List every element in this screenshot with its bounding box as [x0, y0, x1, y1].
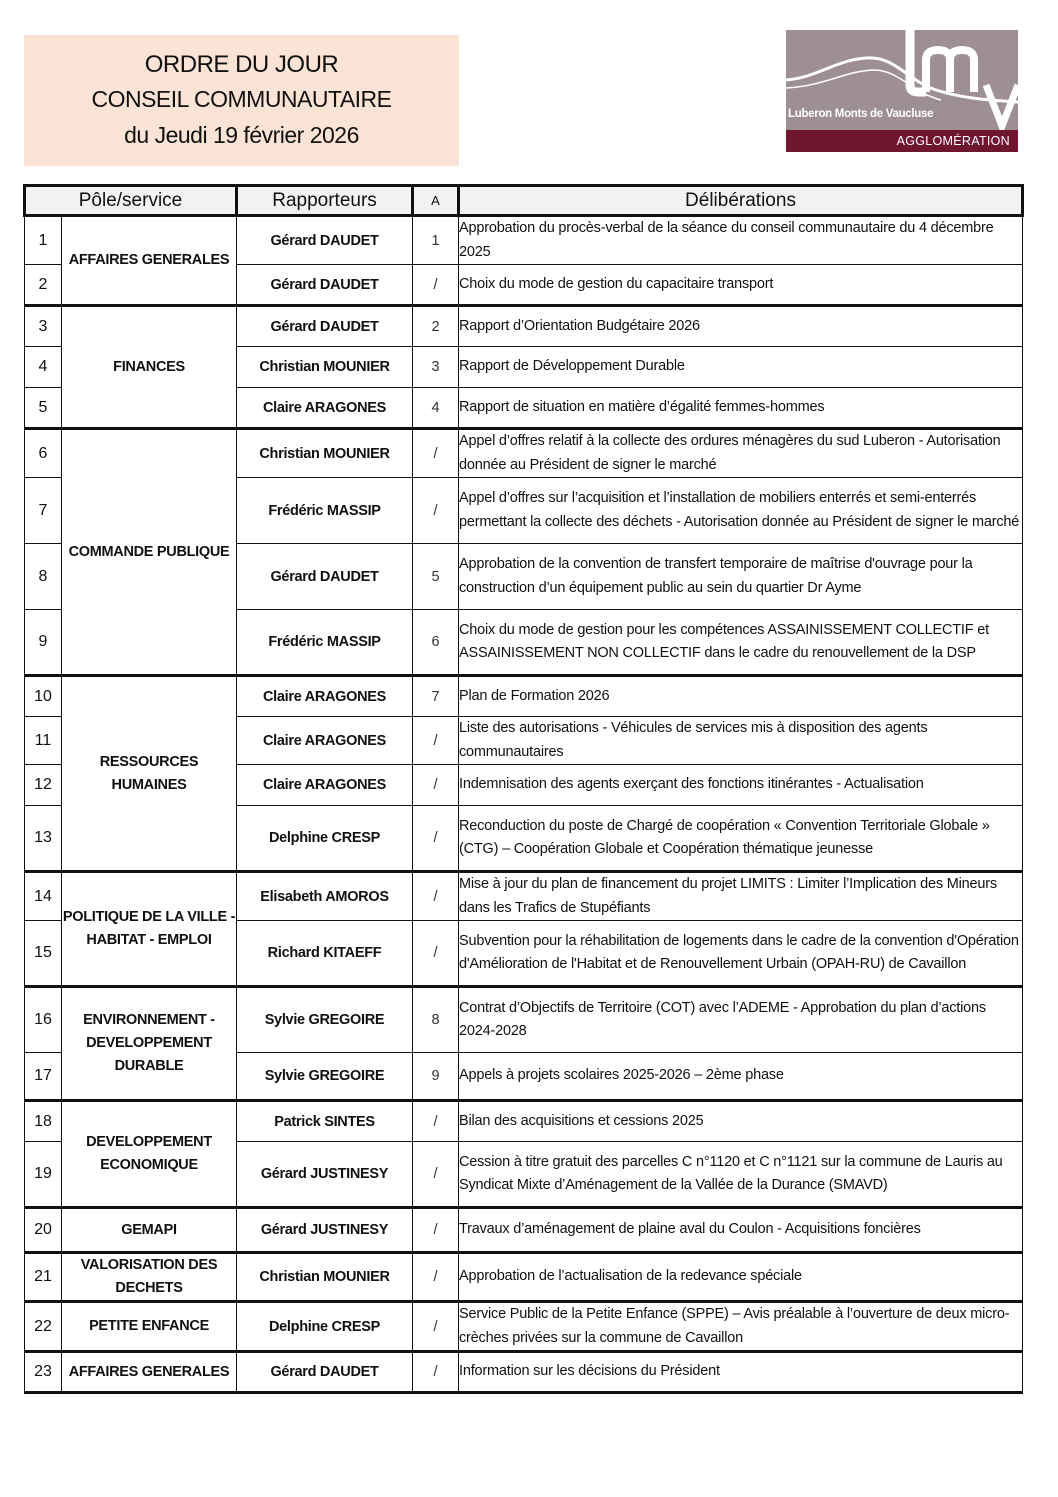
- pole-service: VALORISATION DES DECHETS: [62, 1253, 237, 1302]
- pole-service: AFFAIRES GENERALES: [62, 1352, 237, 1393]
- pole-service: RESSOURCES HUMAINES: [62, 676, 237, 872]
- rapporteur: Christian MOUNIER: [237, 429, 413, 478]
- item-number: 20: [25, 1208, 62, 1253]
- annex-number: /: [413, 429, 459, 478]
- deliberation: Approbation du procès-verbal de la séance du conseil communautaire du 4 décembre 2025: [459, 216, 1023, 265]
- deliberation: Plan de Formation 2026: [459, 676, 1023, 717]
- rapporteur: Claire ARAGONES: [237, 765, 413, 806]
- pole-service: FINANCES: [62, 306, 237, 429]
- annex-number: /: [413, 717, 459, 765]
- rapporteur: Gérard DAUDET: [237, 306, 413, 347]
- table-row: [25, 306, 1023, 347]
- deliberation: Rapport de situation en matière d’égalité femmes-hommes: [459, 388, 1023, 429]
- annex-number: /: [413, 478, 459, 544]
- item-number: 10: [25, 676, 62, 717]
- deliberation: Service Public de la Petite Enfance (SPPE) – Avis préalable à l’ouverture de deux micro-crèches privées sur la commune de Cavaillon: [459, 1302, 1023, 1352]
- logo-graphic: [786, 30, 1018, 130]
- pole-service: ENVIRONNEMENT - DEVELOPPEMENT DURABLE: [62, 987, 237, 1101]
- deliberation: Reconduction du poste de Chargé de coopération « Convention Territoriale Globale » (CTG) – Coopération Globale et Coopération thématique jeunesse: [459, 806, 1023, 872]
- deliberation: Rapport de Développement Durable: [459, 347, 1023, 388]
- annex-number: /: [413, 265, 459, 306]
- column-header-pole: Pôle/service: [25, 186, 237, 216]
- item-number: 5: [25, 388, 62, 429]
- deliberation: Appel d’offres relatif à la collecte des ordures ménagères du sud Luberon - Autorisation donnée au Président de signer le marché: [459, 429, 1023, 478]
- deliberation: Bilan des acquisitions et cessions 2025: [459, 1101, 1023, 1142]
- rapporteur: Patrick SINTES: [237, 1101, 413, 1142]
- page-subtitle: CONSEIL COMMUNAUTAIRE: [91, 86, 392, 112]
- item-number: 17: [25, 1053, 62, 1101]
- table-row: [25, 987, 1023, 1053]
- item-number: 1: [25, 216, 62, 265]
- column-header-deliberations: Délibérations: [459, 186, 1023, 216]
- title-block: [24, 35, 459, 166]
- rapporteur: Delphine CRESP: [237, 806, 413, 872]
- annex-number: 5: [413, 544, 459, 610]
- item-number: 16: [25, 987, 62, 1053]
- rapporteur: Claire ARAGONES: [237, 717, 413, 765]
- annex-number: 8: [413, 987, 459, 1053]
- rapporteur: Elisabeth AMOROS: [237, 872, 413, 921]
- table-row: [25, 1352, 1023, 1393]
- page-title: ORDRE DU JOUR: [144, 51, 339, 78]
- annex-number: /: [413, 806, 459, 872]
- item-number: 4: [25, 347, 62, 388]
- rapporteur: Gérard JUSTINESY: [237, 1208, 413, 1253]
- annex-number: /: [413, 872, 459, 921]
- deliberation: Cession à titre gratuit des parcelles C n°1120 et C n°1121 sur la commune de Lauris au Syndicat Mixte d’Aménagement de la Vallée de la Durance (SMAVD): [459, 1142, 1023, 1208]
- item-number: 15: [25, 921, 62, 987]
- annex-number: /: [413, 1101, 459, 1142]
- item-number: 8: [25, 544, 62, 610]
- item-number: 3: [25, 306, 62, 347]
- annex-number: /: [413, 765, 459, 806]
- rapporteur: Christian MOUNIER: [237, 347, 413, 388]
- table-row: [25, 1101, 1023, 1142]
- deliberation: Subvention pour la réhabilitation de logements dans le cadre de la convention d'Opération d'Amélioration de l'Habitat et de Renouvellement Urbain (OPAH-RU) de Cavaillon: [459, 921, 1023, 987]
- annex-number: /: [413, 1208, 459, 1253]
- annex-number: /: [413, 1253, 459, 1302]
- rapporteur: Frédéric MASSIP: [237, 610, 413, 676]
- logo-tagline: AGGLOMÉRATION: [786, 130, 1018, 152]
- rapporteur: Sylvie GREGOIRE: [237, 987, 413, 1053]
- pole-service: GEMAPI: [62, 1208, 237, 1253]
- item-number: 13: [25, 806, 62, 872]
- annex-number: /: [413, 1352, 459, 1393]
- annex-number: 7: [413, 676, 459, 717]
- rapporteur: Claire ARAGONES: [237, 676, 413, 717]
- annex-number: 6: [413, 610, 459, 676]
- deliberation: Information sur les décisions du Président: [459, 1352, 1023, 1393]
- table-row: [25, 872, 1023, 921]
- pole-service: POLITIQUE DE LA VILLE - HABITAT - EMPLOI: [62, 872, 237, 987]
- annex-number: /: [413, 921, 459, 987]
- table-row: [25, 429, 1023, 478]
- item-number: 23: [25, 1352, 62, 1393]
- rapporteur: Gérard JUSTINESY: [237, 1142, 413, 1208]
- item-number: 19: [25, 1142, 62, 1208]
- meeting-date: du Jeudi 19 février 2026: [124, 122, 359, 148]
- deliberation: Liste des autorisations - Véhicules de services mis à disposition des agents communautaires: [459, 717, 1023, 765]
- deliberation: Approbation de l’actualisation de la redevance spéciale: [459, 1253, 1023, 1302]
- item-number: 9: [25, 610, 62, 676]
- deliberation: Travaux d’aménagement de plaine aval du Coulon - Acquisitions foncières: [459, 1208, 1023, 1253]
- annex-number: /: [413, 1302, 459, 1352]
- annex-number: /: [413, 1142, 459, 1208]
- annex-number: 3: [413, 347, 459, 388]
- item-number: 12: [25, 765, 62, 806]
- agenda-table: [23, 184, 1024, 1394]
- deliberation: Rapport d’Orientation Budgétaire 2026: [459, 306, 1023, 347]
- deliberation: Indemnisation des agents exerçant des fonctions itinérantes - Actualisation: [459, 765, 1023, 806]
- deliberation: Appel d’offres sur l’acquisition et l’installation de mobiliers enterrés et semi-enterrés permettant la collecte des déchets - Autorisation donnée au Président de signer le marché: [459, 478, 1023, 544]
- pole-service: PETITE ENFANCE: [62, 1302, 237, 1352]
- deliberation: Mise à jour du plan de financement du projet LIMITS : Limiter l’Implication des Mineurs dans les Trafics de Stupéfiants: [459, 872, 1023, 921]
- lmv-logo: [786, 30, 1018, 152]
- rapporteur: Sylvie GREGOIRE: [237, 1053, 413, 1101]
- rapporteur: Christian MOUNIER: [237, 1253, 413, 1302]
- item-number: 22: [25, 1302, 62, 1352]
- column-header-rapporteurs: Rapporteurs: [237, 186, 413, 216]
- item-number: 14: [25, 872, 62, 921]
- annex-number: 1: [413, 216, 459, 265]
- deliberation: Choix du mode de gestion pour les compétences ASSAINISSEMENT COLLECTIF et ASSAINISSEMENT NON COLLECTIF dans le cadre du renouvellement de la DSP: [459, 610, 1023, 676]
- table-header-row: [25, 186, 1023, 216]
- item-number: 7: [25, 478, 62, 544]
- rapporteur: Gérard DAUDET: [237, 1352, 413, 1393]
- pole-service: AFFAIRES GENERALES: [62, 216, 237, 306]
- table-row: [25, 676, 1023, 717]
- rapporteur: Delphine CRESP: [237, 1302, 413, 1352]
- item-number: 6: [25, 429, 62, 478]
- table-row: [25, 1208, 1023, 1253]
- deliberation: Contrat d’Objectifs de Territoire (COT) avec l’ADEME - Approbation du plan d’actions 2024-2028: [459, 987, 1023, 1053]
- annex-number: 9: [413, 1053, 459, 1101]
- logo-name: Luberon Monts de Vaucluse: [788, 108, 934, 120]
- item-number: 2: [25, 265, 62, 306]
- rapporteur: Frédéric MASSIP: [237, 478, 413, 544]
- rapporteur: Claire ARAGONES: [237, 388, 413, 429]
- item-number: 11: [25, 717, 62, 765]
- rapporteur: Gérard DAUDET: [237, 265, 413, 306]
- item-number: 21: [25, 1253, 62, 1302]
- table-row: [25, 216, 1023, 265]
- item-number: 18: [25, 1101, 62, 1142]
- rapporteur: Gérard DAUDET: [237, 544, 413, 610]
- rapporteur: Richard KITAEFF: [237, 921, 413, 987]
- table-row: [25, 1302, 1023, 1352]
- annex-number: 2: [413, 306, 459, 347]
- deliberation: Appels à projets scolaires 2025-2026 – 2ème phase: [459, 1053, 1023, 1101]
- annex-number: 4: [413, 388, 459, 429]
- deliberation: Choix du mode de gestion du capacitaire transport: [459, 265, 1023, 306]
- column-header-a: A: [413, 186, 459, 216]
- table-row: [25, 1253, 1023, 1302]
- pole-service: COMMANDE PUBLIQUE: [62, 429, 237, 676]
- deliberation: Approbation de la convention de transfert temporaire de maîtrise d'ouvrage pour la construction d’un équipement public au sein du quartier Dr Ayme: [459, 544, 1023, 610]
- pole-service: DEVELOPPEMENT ECONOMIQUE: [62, 1101, 237, 1208]
- rapporteur: Gérard DAUDET: [237, 216, 413, 265]
